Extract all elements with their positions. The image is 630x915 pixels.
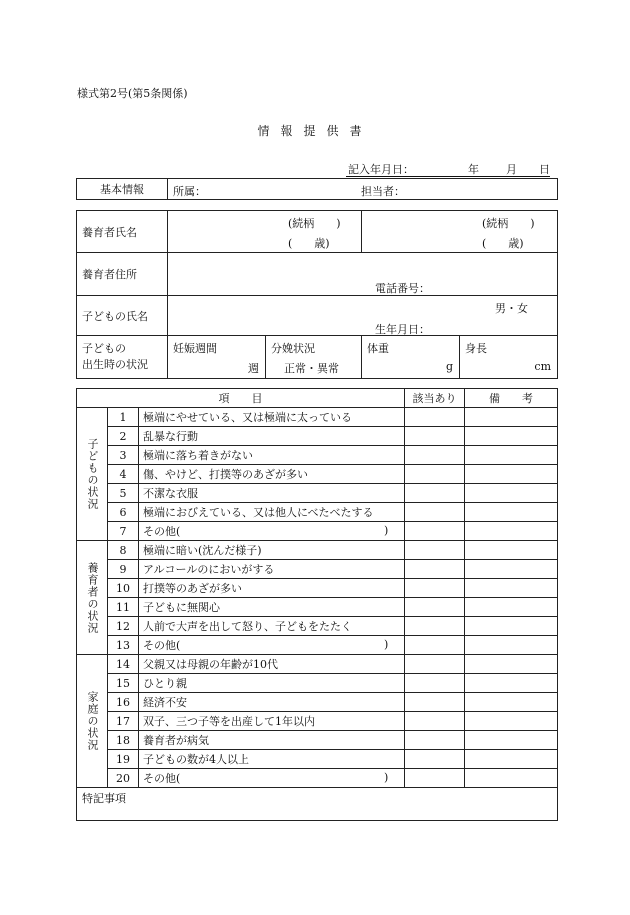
item-text: ひとり親 [143, 677, 187, 690]
item-text-cell [139, 598, 405, 617]
applicable-cell[interactable] [405, 408, 465, 427]
item-text: 乱暴な行動 [143, 430, 198, 443]
gestation-unit: 週 [248, 362, 259, 375]
item-number: 4 [108, 465, 139, 484]
remarks-cell[interactable] [465, 636, 558, 655]
item-close-paren: ) [384, 638, 389, 651]
weight-cell[interactable] [362, 336, 460, 379]
basic-info-fields [168, 179, 558, 200]
item-text: 極端に暗い(沈んだ様子) [143, 544, 262, 557]
applicable-cell[interactable] [405, 674, 465, 693]
item-text-cell [139, 769, 405, 788]
item-number: 6 [108, 503, 139, 522]
table-row [77, 446, 558, 465]
item-column-header: 項 目 [77, 389, 405, 408]
table-row [77, 769, 558, 788]
item-number: 17 [108, 712, 139, 731]
remarks-cell[interactable] [465, 731, 558, 750]
year-label: 年 [468, 163, 479, 176]
remarks-cell[interactable] [465, 446, 558, 465]
applicable-cell[interactable] [405, 693, 465, 712]
remarks-cell[interactable] [465, 541, 558, 560]
item-number: 5 [108, 484, 139, 503]
guardian-address-label: 養育者住所 [77, 253, 168, 296]
item-number: 13 [108, 636, 139, 655]
item-text-cell [139, 427, 405, 446]
item-text-cell [139, 750, 405, 769]
item-number: 12 [108, 617, 139, 636]
table-row [77, 655, 558, 674]
birthdate-label: 生年月日： [375, 323, 430, 336]
document-title: 情報提供書 [257, 124, 373, 138]
table-row [77, 712, 558, 731]
item-text: その他( [143, 525, 181, 538]
item-text: 極端にやせている、又は極端に太っている [143, 411, 352, 424]
phone-label: 電話番号： [375, 282, 430, 295]
remarks-cell[interactable] [465, 693, 558, 712]
table-row [77, 579, 558, 598]
item-text: 傷、やけど、打撲等のあざが多い [143, 468, 308, 481]
table-row [77, 617, 558, 636]
guardian-name-cell-2[interactable] [362, 211, 558, 253]
item-number: 11 [108, 598, 139, 617]
item-number: 10 [108, 579, 139, 598]
applicable-cell[interactable] [405, 484, 465, 503]
guardian-age-1: ( 歳) [288, 237, 330, 250]
child-name-cell[interactable] [168, 296, 558, 336]
item-text-cell [139, 541, 405, 560]
group-label-family-status: 家庭の状況 [77, 655, 108, 788]
item-number: 15 [108, 674, 139, 693]
item-text-cell [139, 617, 405, 636]
person-in-charge-label: 担当者： [361, 185, 405, 198]
height-cell[interactable] [460, 336, 558, 379]
group-label-child-status: 子どもの状況 [77, 408, 108, 541]
item-number: 20 [108, 769, 139, 788]
remarks-cell[interactable] [465, 617, 558, 636]
guardian-name-label: 養育者氏名 [77, 211, 168, 253]
item-text-cell [139, 731, 405, 750]
applicable-cell[interactable] [405, 560, 465, 579]
item-text: 極端におびえている、又は他人にべたべたする [143, 506, 374, 519]
gender-label: 男・女 [495, 302, 528, 315]
birth-status-label-line2: 出生時の状況 [82, 358, 148, 371]
group-label-guardian-status: 養育者の状況 [77, 541, 108, 655]
remarks-cell[interactable] [465, 750, 558, 769]
remarks-column-header: 備 考 [465, 389, 558, 408]
affiliation-label: 所属： [173, 185, 206, 198]
delivery-cell[interactable] [266, 336, 362, 379]
applicable-cell[interactable] [405, 769, 465, 788]
applicable-cell[interactable] [405, 598, 465, 617]
item-text: 打撲等のあざが多い [143, 582, 242, 595]
applicable-cell[interactable] [405, 750, 465, 769]
applicable-cell[interactable] [405, 579, 465, 598]
checklist-table [76, 388, 558, 821]
item-text: 人前で大声を出して怒り、子どもをたたく [143, 620, 352, 633]
birth-status-label-line1: 子どもの [82, 342, 126, 355]
applicable-cell[interactable] [405, 446, 465, 465]
remarks-cell[interactable] [465, 465, 558, 484]
remarks-cell[interactable] [465, 522, 558, 541]
gestation-cell[interactable] [168, 336, 266, 379]
item-number: 19 [108, 750, 139, 769]
item-number: 18 [108, 731, 139, 750]
item-text: 子どもに無関心 [143, 601, 220, 614]
entry-date-label: 記入年月日： [348, 163, 414, 176]
month-label: 月 [506, 163, 517, 176]
weight-label: 体重 [367, 342, 389, 355]
table-row [77, 541, 558, 560]
applicable-cell[interactable] [405, 731, 465, 750]
item-text: 父親又は母親の年齢が10代 [143, 658, 278, 671]
item-text: アルコールのにおいがする [143, 563, 275, 576]
item-number: 1 [108, 408, 139, 427]
remarks-cell[interactable] [465, 427, 558, 446]
item-text-cell [139, 579, 405, 598]
table-row [77, 522, 558, 541]
applicable-cell[interactable] [405, 427, 465, 446]
delivery-value: 正常・異常 [284, 362, 339, 375]
item-number: 16 [108, 693, 139, 712]
applicable-cell[interactable] [405, 541, 465, 560]
item-number: 8 [108, 541, 139, 560]
table-row [77, 636, 558, 655]
applicable-column-header: 該当あり [405, 389, 465, 408]
guardian-name-cell-1[interactable] [168, 211, 362, 253]
item-number: 3 [108, 446, 139, 465]
guardian-relation-2: (続柄 ) [482, 217, 535, 230]
birth-status-label [77, 336, 168, 379]
table-row [77, 731, 558, 750]
remarks-cell[interactable] [465, 484, 558, 503]
delivery-label: 分娩状況 [271, 342, 315, 355]
item-text: 双子、三つ子等を出産して1年以内 [143, 715, 315, 728]
item-text-cell [139, 484, 405, 503]
table-row [77, 484, 558, 503]
remarks-cell[interactable] [465, 598, 558, 617]
item-text: その他( [143, 772, 181, 785]
item-text: 極端に落ち着きがない [143, 449, 253, 462]
item-text-cell [139, 674, 405, 693]
table-row [77, 465, 558, 484]
table-row [77, 598, 558, 617]
table-row [77, 427, 558, 446]
applicable-cell[interactable] [405, 465, 465, 484]
form-number: 様式第2号(第5条関係) [77, 87, 188, 100]
item-text: 子どもの数が4人以上 [143, 753, 249, 766]
item-close-paren: ) [384, 771, 389, 784]
applicable-cell[interactable] [405, 712, 465, 731]
table-row [77, 674, 558, 693]
height-unit: cm [534, 360, 551, 373]
applicable-cell[interactable] [405, 636, 465, 655]
remarks-cell[interactable] [465, 674, 558, 693]
applicable-cell[interactable] [405, 503, 465, 522]
height-label: 身長 [465, 342, 487, 355]
item-close-paren: ) [384, 524, 389, 537]
day-label: 日 [539, 163, 550, 176]
item-number: 7 [108, 522, 139, 541]
table-row [77, 408, 558, 427]
item-text-cell [139, 465, 405, 484]
remarks-cell[interactable] [465, 408, 558, 427]
weight-unit: g [445, 360, 453, 373]
gestation-label: 妊娠週間 [173, 342, 217, 355]
basic-info-label: 基本情報 [77, 179, 168, 200]
table-row [77, 750, 558, 769]
basic-info-table [76, 178, 558, 200]
item-text-cell [139, 655, 405, 674]
remarks-cell[interactable] [465, 503, 558, 522]
entry-date-line [346, 160, 550, 177]
special-notes-label: 特記事項 [82, 792, 126, 805]
table-row [77, 693, 558, 712]
special-notes-cell[interactable] [77, 788, 558, 821]
item-number: 2 [108, 427, 139, 446]
remarks-cell[interactable] [465, 579, 558, 598]
item-text: 経済不安 [143, 696, 187, 709]
applicable-cell[interactable] [405, 522, 465, 541]
applicable-cell[interactable] [405, 617, 465, 636]
special-notes-row [77, 788, 558, 821]
item-text-cell [139, 446, 405, 465]
item-text-cell [139, 712, 405, 731]
item-text-cell [139, 503, 405, 522]
child-name-label: 子どもの氏名 [77, 296, 168, 336]
guardian-age-2: ( 歳) [482, 237, 524, 250]
item-text: 不潔な衣服 [143, 487, 198, 500]
item-number: 14 [108, 655, 139, 674]
item-text-cell [139, 636, 405, 655]
item-text-cell [139, 522, 405, 541]
item-text: 養育者が病気 [143, 734, 209, 747]
item-number: 9 [108, 560, 139, 579]
item-text-cell [139, 693, 405, 712]
guardian-child-info-table [76, 210, 558, 379]
remarks-cell[interactable] [465, 560, 558, 579]
item-text-cell [139, 408, 405, 427]
remarks-cell[interactable] [465, 769, 558, 788]
table-row [77, 503, 558, 522]
remarks-cell[interactable] [465, 655, 558, 674]
guardian-relation-1: (続柄 ) [288, 217, 341, 230]
item-text: その他( [143, 639, 181, 652]
remarks-cell[interactable] [465, 712, 558, 731]
table-row [77, 560, 558, 579]
applicable-cell[interactable] [405, 655, 465, 674]
item-text-cell [139, 560, 405, 579]
guardian-address-cell[interactable] [168, 253, 558, 296]
